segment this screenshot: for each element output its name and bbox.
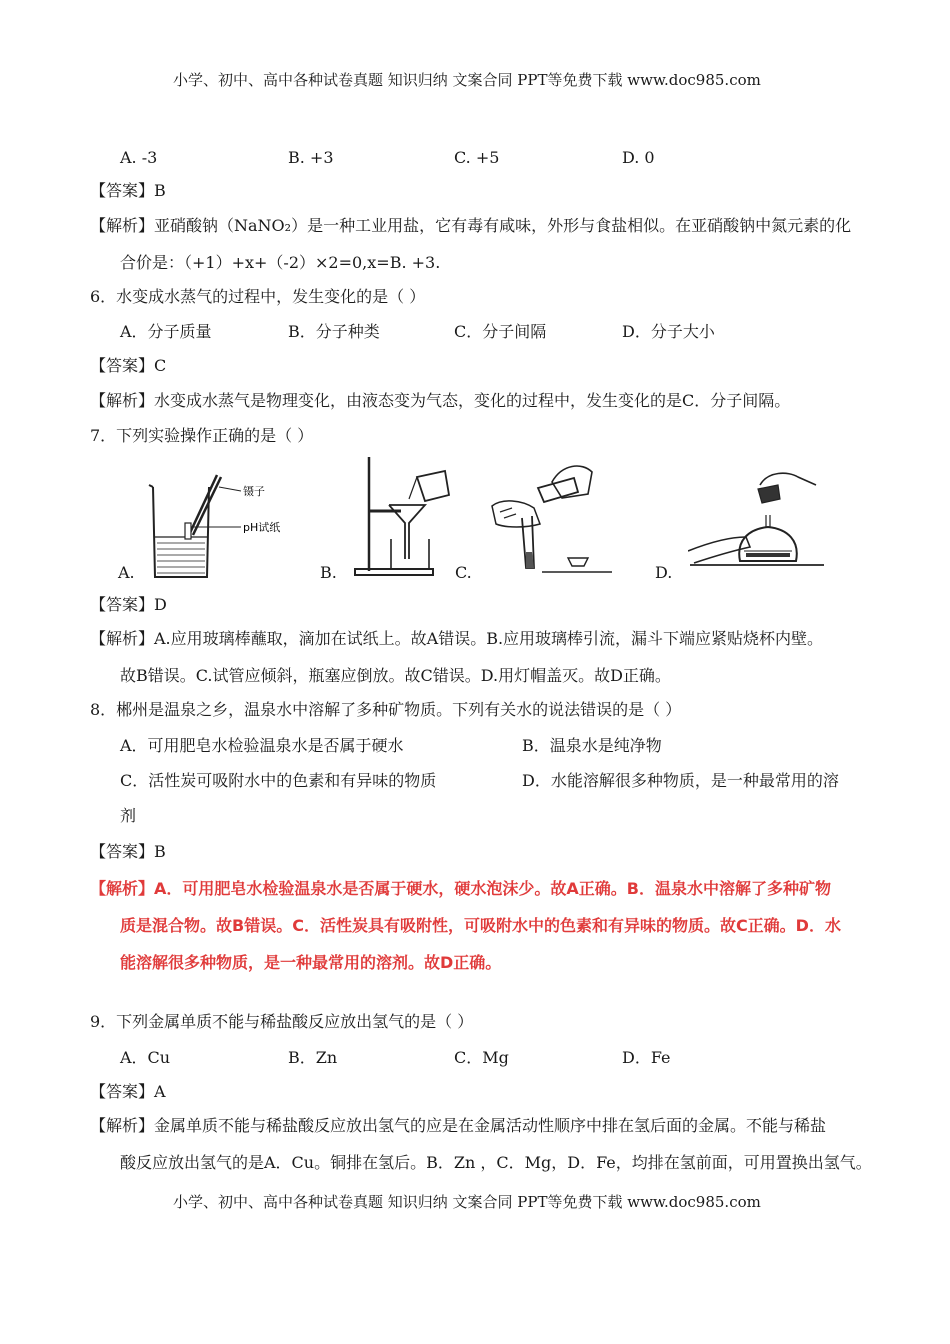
q7-stem: 7．下列实验操作正确的是（ ） xyxy=(90,426,314,445)
figure-b-filtration xyxy=(345,455,465,580)
q8-option-a: A．可用肥皂水检验温泉水是否属于硬水 xyxy=(120,736,404,755)
figure-label-tweezers: 镊子 xyxy=(243,485,265,498)
q6-option-d: D．分子大小 xyxy=(622,322,715,341)
q5-option-c: C. +5 xyxy=(454,148,500,167)
figure-d-alcohol-lamp xyxy=(688,465,828,580)
q5-answer: 【答案】B xyxy=(90,181,166,200)
q8-option-c: C．活性炭可吸附水中的色素和有异味的物质 xyxy=(120,771,437,790)
q7-answer: 【答案】D xyxy=(90,595,167,614)
q8-explanation-line-3: 能溶解很多种物质，是一种最常用的溶剂。故D正确。 xyxy=(120,953,502,972)
q6-option-b: B．分子种类 xyxy=(288,322,380,341)
q9-explanation-line-1: 【解析】金属单质不能与稀盐酸反应放出氢气的应是在金属活动性顺序中排在氢后面的金属。不能与稀盐 xyxy=(90,1116,827,1135)
q9-explanation-line-2: 酸反应放出氢气的是A．Cu。铜排在氢后。B．Zn ，C．Mg，D．Fe，均排在氢前面，可用置换出氢气。 xyxy=(120,1153,872,1172)
q9-option-d: D．Fe xyxy=(622,1048,671,1067)
figure-a-ph-test xyxy=(145,465,285,583)
figure-label-ph-paper: pH试纸 xyxy=(243,521,281,534)
q7-explanation-line-1: 【解析】A.应用玻璃棒蘸取，滴加在试纸上。故A错误。B.应用玻璃棒引流，漏斗下端应紧贴烧杯内壁。 xyxy=(90,629,824,648)
q5-option-b: B. +3 xyxy=(288,148,334,167)
q8-option-d-continued: 剂 xyxy=(120,806,137,825)
page-header: 小学、初中、高中各种试卷真题 知识归纳 文案合同 PPT等免费下载 www.doc985.com xyxy=(173,71,761,89)
q9-option-b: B．Zn xyxy=(288,1048,338,1067)
q5-explanation-line-2: 合价是：（+1）+x+（-2）×2=0,x=B. +3. xyxy=(120,253,441,272)
q7-figure-label-d: D. xyxy=(655,563,673,582)
q6-answer: 【答案】C xyxy=(90,356,167,375)
q9-stem: 9．下列金属单质不能与稀盐酸反应放出氢气的是（ ） xyxy=(90,1012,474,1031)
q7-figure-label-a: A. xyxy=(118,563,135,582)
q7-figure-label-c: C. xyxy=(455,563,472,582)
q6-option-c: C．分子间隔 xyxy=(454,322,547,341)
q8-explanation-line-1: 【解析】A．可用肥皂水检验温泉水是否属于硬水，硬水泡沫少。故A正确。B．温泉水中溶解了多种矿物 xyxy=(90,879,831,898)
q7-figure-label-b: B. xyxy=(320,563,337,582)
q6-option-a: A．分子质量 xyxy=(120,322,212,341)
q5-explanation-line-1: 【解析】亚硝酸钠（NaNO₂）是一种工业用盐，它有毒有咸味，外形与食盐相似。在亚硝酸钠中氮元素的化 xyxy=(90,216,852,235)
q5-option-d: D. 0 xyxy=(622,148,655,167)
q7-explanation-line-2: 故B错误。C.试管应倾斜，瓶塞应倒放。故C错误。D.用灯帽盖灭。故D正确。 xyxy=(120,666,671,685)
q6-stem: 6．水变成水蒸气的过程中，发生变化的是（ ） xyxy=(90,287,426,306)
q9-answer: 【答案】A xyxy=(90,1082,166,1101)
q8-answer: 【答案】B xyxy=(90,842,166,861)
figure-c-pouring xyxy=(482,458,617,583)
q9-option-a: A．Cu xyxy=(120,1048,171,1067)
q5-option-a: A. -3 xyxy=(120,148,158,167)
q8-option-b: B．温泉水是纯净物 xyxy=(522,736,662,755)
q9-option-c: C．Mg xyxy=(454,1048,509,1067)
q6-explanation-line-1: 【解析】水变成水蒸气是物理变化，由液态变为气态，变化的过程中，发生变化的是C．分子间隔。 xyxy=(90,391,791,410)
q8-option-d: D．水能溶解很多种物质，是一种最常用的溶 xyxy=(522,771,839,790)
page-footer: 小学、初中、高中各种试卷真题 知识归纳 文案合同 PPT等免费下载 www.doc985.com xyxy=(173,1193,761,1211)
q8-stem: 8．郴州是温泉之乡，温泉水中溶解了多种矿物质。下列有关水的说法错误的是（ ） xyxy=(90,700,682,719)
q8-explanation-line-2: 质是混合物。故B错误。C．活性炭具有吸附性，可吸附水中的色素和有异味的物质。故C正确。D．水 xyxy=(120,916,841,935)
